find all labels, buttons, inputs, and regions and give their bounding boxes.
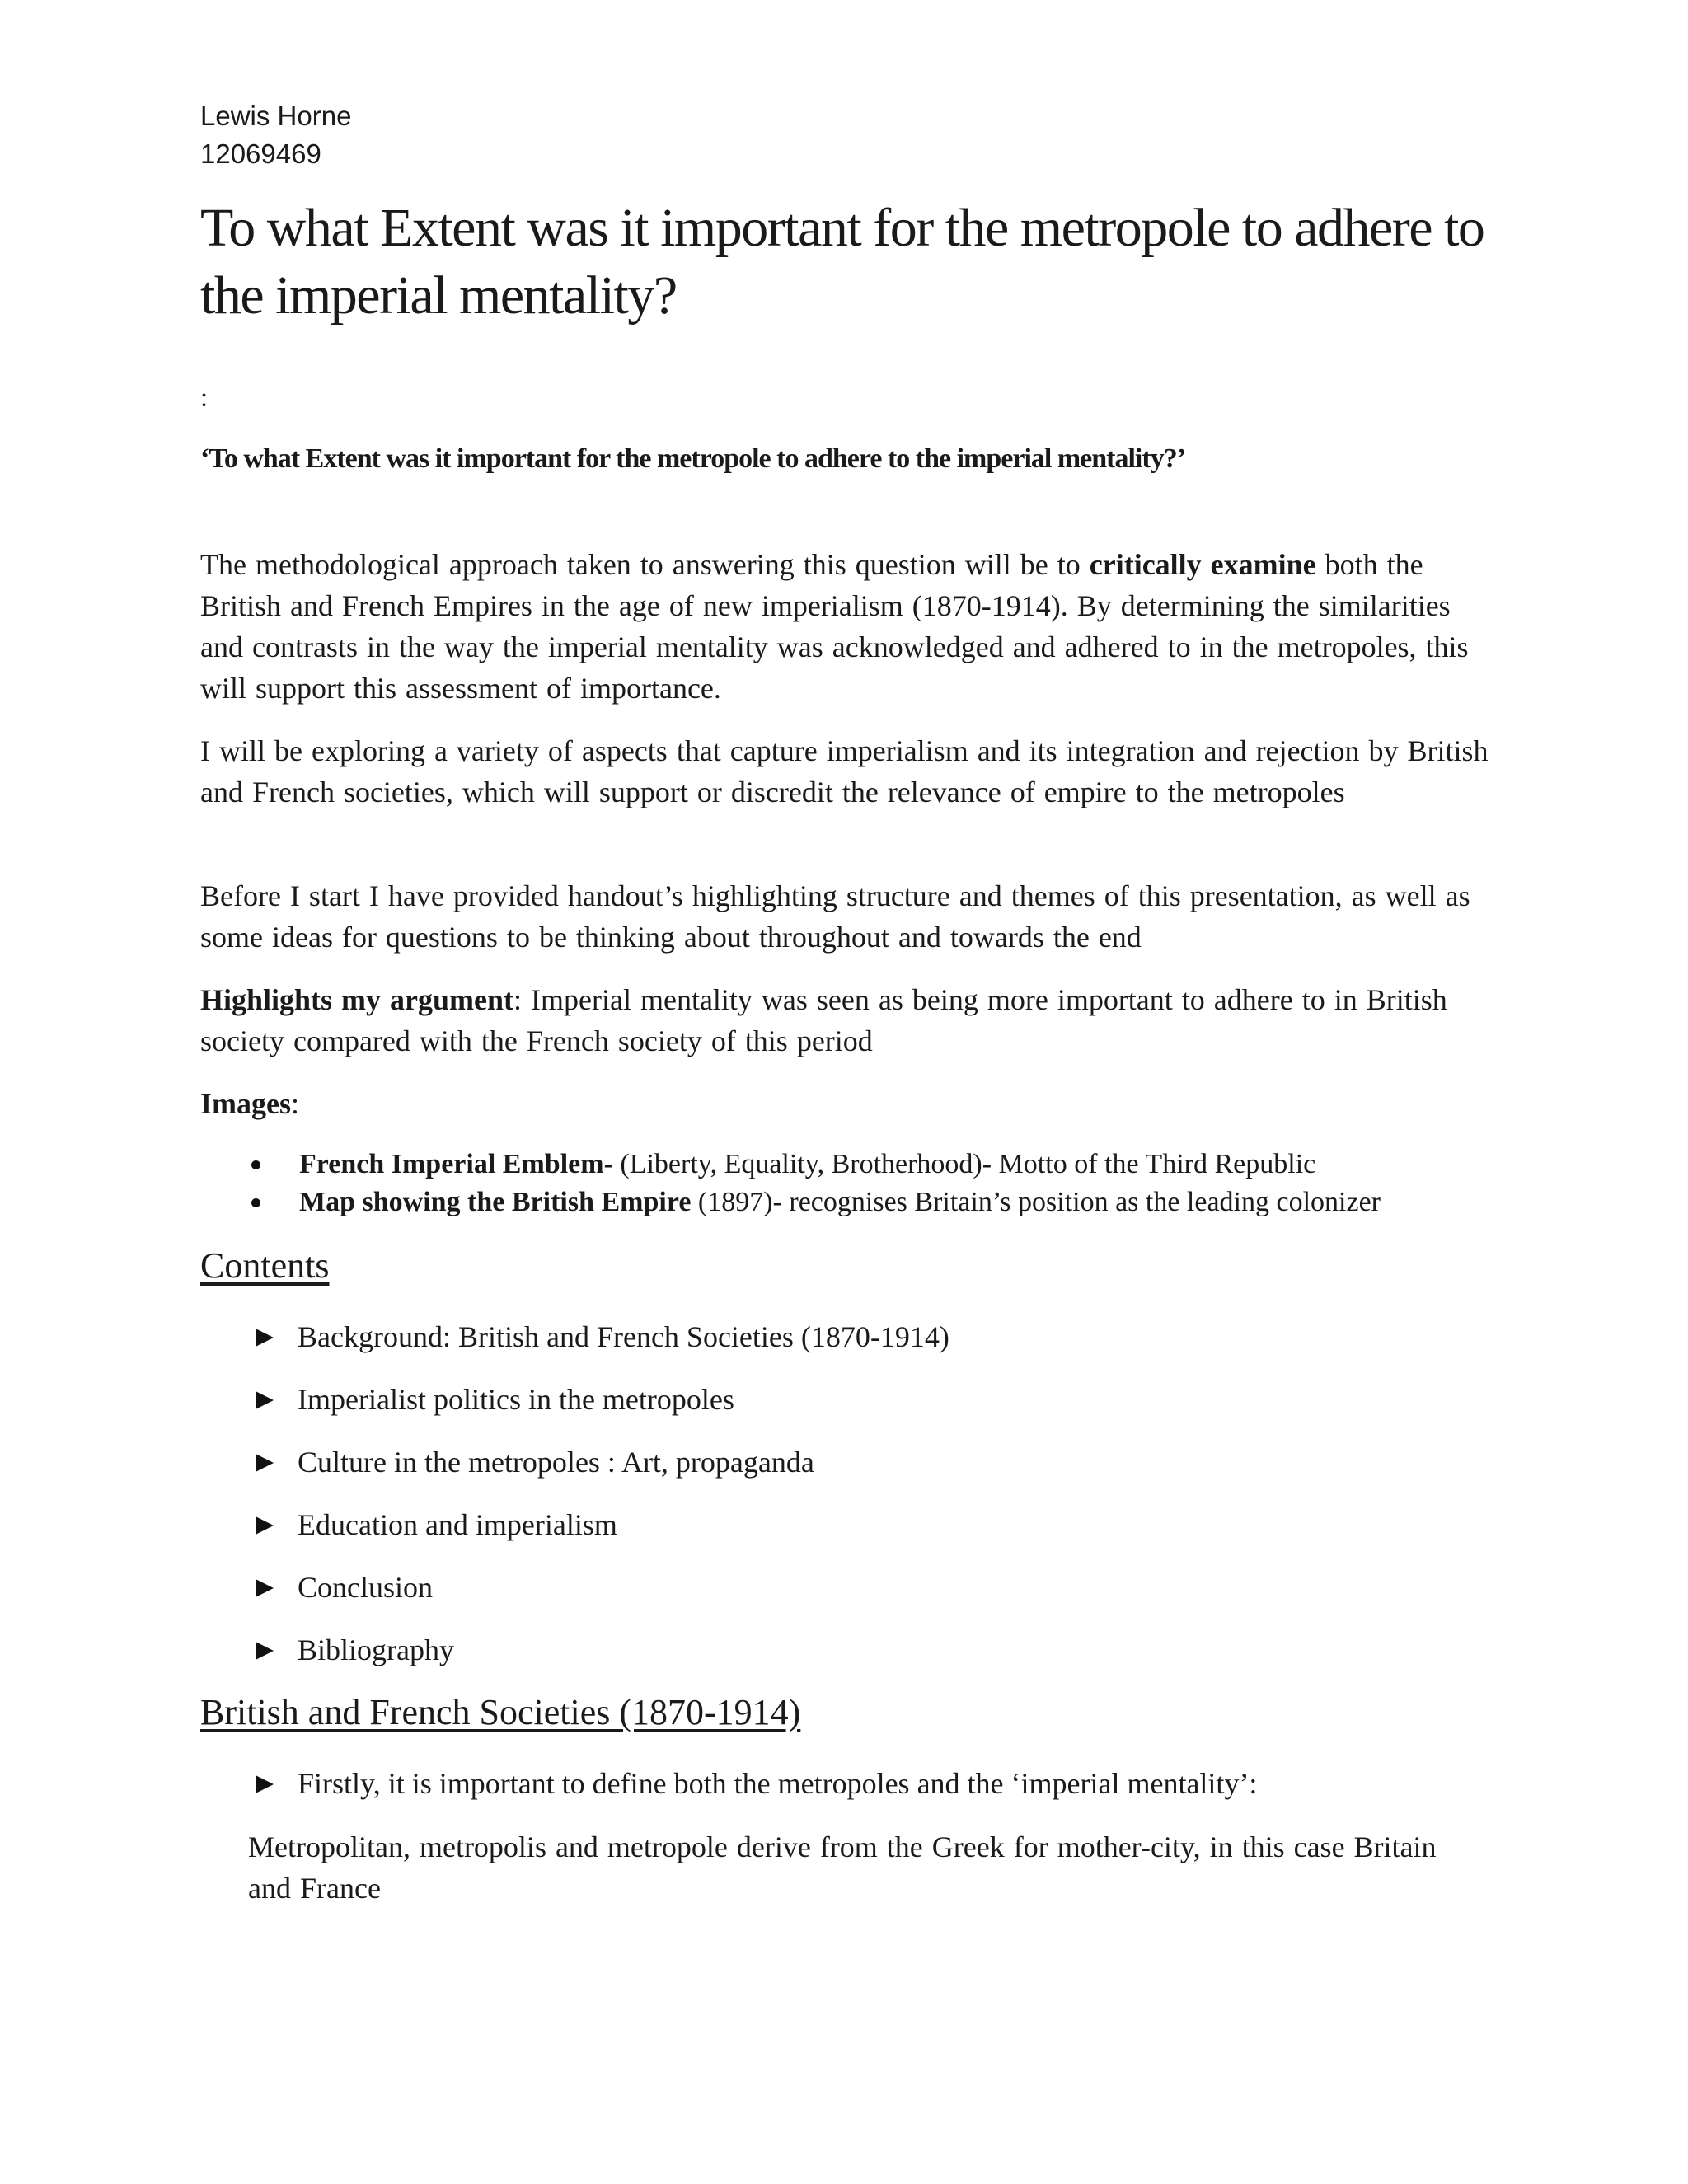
page-title: To what Extent was it important for the metropole to adhere to the imperial mentality?	[200, 198, 1484, 326]
paragraph-metropole-definition: Metropolitan, metropolis and metropole derive from the Greek for mother-city, in this case Britain and France	[248, 1830, 1437, 1905]
colon-marker: :	[200, 383, 209, 413]
list-item	[200, 1505, 950, 1568]
list-item	[200, 1568, 950, 1630]
definition-bullet-text: Firstly, it is important to define both the metropoles and the ‘imperial mentality’:	[298, 1767, 1258, 1800]
contents-item-label: Education and imperialism	[298, 1508, 617, 1541]
author-name: Lewis Horne	[200, 101, 352, 131]
paragraph-exploring: I will be exploring a variety of aspects that capture imperialism and its integration and rejection by British and French societies, which will support or discredit the relevance of empire to the metropoles	[200, 734, 1489, 808]
triangle-bullet-icon	[256, 1579, 274, 1597]
contents-item-label: Culture in the metropoles : Art, propaganda	[298, 1446, 814, 1479]
section-heading-british-french: British and French Societies (1870-1914)	[200, 1692, 801, 1732]
triangle-bullet-icon	[256, 1391, 274, 1409]
paragraph-handouts: Before I start I have provided handout’s highlighting structure and themes of this presentation, as well as some ideas for questions to be thinking about throughout and towards the end	[200, 879, 1470, 954]
images-label-colon: :	[291, 1087, 300, 1120]
image-item-title: French Imperial Emblem	[299, 1149, 604, 1179]
list-item	[200, 1183, 1381, 1221]
contents-heading: Contents	[200, 1245, 330, 1286]
paragraph-methodology-text-1: The methodological approach taken to answering this question will be to	[200, 548, 1090, 581]
definition-bullet	[200, 1764, 1257, 1803]
bullet-dot-icon	[251, 1160, 260, 1169]
images-label-bold: Images	[200, 1087, 291, 1120]
list-item	[200, 1630, 950, 1693]
list-item	[200, 1146, 1381, 1183]
contents-item-label: Conclusion	[298, 1571, 434, 1604]
paragraph-methodology-text-2: both the British and French Empires in the age of new imperialism (1870-1914). By determining the similarities and contrasts in the way the imperial mentality was acknowledged and adhered to in the metropoles, this will support this assessment of importance.	[200, 548, 1469, 705]
student-id: 12069469	[200, 138, 321, 169]
question-heading: ‘To what Extent was it important for the metropole to adhere to the imperial mentality?’	[200, 443, 1186, 474]
triangle-bullet-icon	[256, 1329, 274, 1347]
contents-list	[200, 1317, 950, 1693]
author-block	[200, 97, 351, 173]
contents-item-label: Bibliography	[298, 1633, 454, 1666]
contents-item-label: Imperialist politics in the metropoles	[298, 1383, 734, 1416]
triangle-bullet-icon	[256, 1454, 274, 1472]
bullet-dot-icon	[251, 1198, 260, 1207]
paragraph-argument	[200, 979, 1494, 1062]
image-item-title: Map showing the British Empire	[299, 1187, 692, 1217]
list-item	[200, 1380, 950, 1442]
image-item-text: - (Liberty, Equality, Brotherhood)- Motto of the Third Republic	[603, 1149, 1316, 1179]
list-item	[200, 1442, 950, 1505]
triangle-bullet-icon	[256, 1642, 274, 1660]
paragraph-argument-bold: Highlights my argument	[200, 983, 514, 1016]
image-item-text: (1897)- recognises Britain’s position as the leading colonizer	[691, 1187, 1381, 1217]
paragraph-methodology	[200, 544, 1494, 709]
triangle-bullet-icon	[256, 1775, 274, 1793]
paragraph-methodology-bold: critically examine	[1089, 548, 1316, 581]
paragraph-argument-text: : Imperial mentality was seen as being more important to adhere to in British society compared with the French society of this period	[200, 983, 1447, 1057]
images-list	[200, 1146, 1381, 1221]
images-label	[200, 1083, 1494, 1124]
list-item	[200, 1317, 950, 1380]
triangle-bullet-icon	[256, 1516, 274, 1535]
contents-item-label: Background: British and French Societies (1870-1914)	[298, 1320, 950, 1353]
